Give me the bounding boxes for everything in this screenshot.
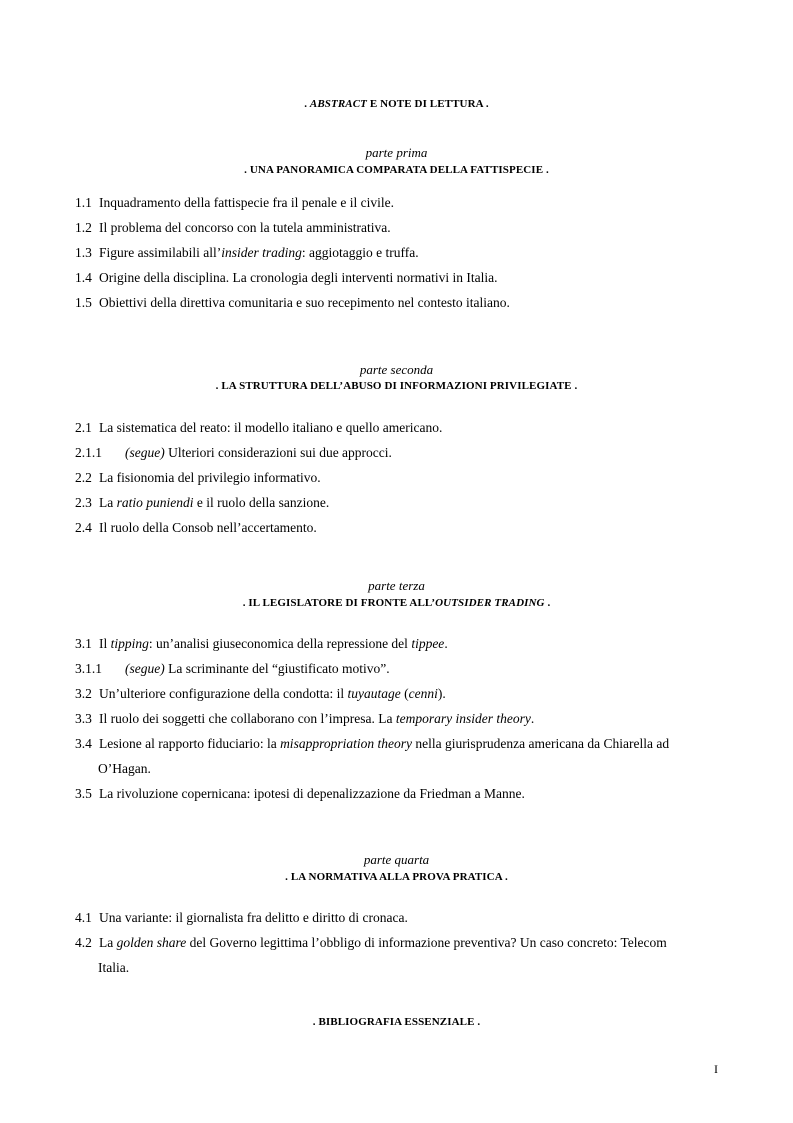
toc-item-4-2-continuation: Italia. bbox=[98, 960, 130, 975]
toc-text-italic: (segue) bbox=[125, 661, 165, 676]
toc-item-2-1-1[interactable] bbox=[75, 445, 392, 461]
toc-text: Figure assimilabili all’ bbox=[99, 245, 222, 260]
toc-item-2-4[interactable] bbox=[75, 520, 317, 536]
toc-num: 3.5 bbox=[75, 786, 92, 801]
toc-text-italic: ratio puniendi bbox=[116, 495, 194, 510]
toc-text: : un’analisi giuseconomica della repressione del bbox=[148, 636, 412, 651]
toc-text: Obiettivi della direttiva comunitaria e suo recepimento nel contesto italiano. bbox=[99, 295, 510, 310]
page-number: I bbox=[714, 1062, 718, 1076]
toc-text: La rivoluzione copernicana: ipotesi di depenalizzazione da Friedman a Manne. bbox=[99, 786, 525, 801]
toc-text: La fisionomia del privilegio informativo. bbox=[99, 470, 321, 485]
toc-text-italic: tuyautage bbox=[347, 686, 401, 701]
toc-text: Il problema del concorso con la tutela amministrativa. bbox=[99, 220, 391, 235]
toc-num: 2.2 bbox=[75, 470, 92, 485]
part4-label: parte quarta bbox=[363, 852, 430, 867]
toc-item-4-2[interactable] bbox=[75, 935, 667, 951]
toc-text-italic: temporary insider theory bbox=[395, 711, 531, 726]
toc-num: 3.3 bbox=[75, 711, 92, 726]
part2-label: parte seconda bbox=[359, 362, 434, 377]
toc-item-2-1[interactable] bbox=[75, 420, 442, 436]
abstract-heading-rest: E NOTE DI LETTURA . bbox=[366, 98, 489, 110]
toc-item-3-4[interactable] bbox=[75, 736, 669, 752]
toc-item-4-1[interactable] bbox=[75, 910, 408, 926]
toc-text: nella giurisprudenza americana da Chiarella ad bbox=[411, 736, 670, 751]
part2-title: . LA STRUTTURA DELL’ABUSO DI INFORMAZIONI PRIVILEGIATE . bbox=[215, 380, 578, 392]
toc-text: del Governo legittima l’obbligo di informazione preventiva? Un caso concreto: Telecom bbox=[186, 935, 667, 950]
toc-num: 1.2 bbox=[75, 220, 92, 235]
toc-num: 2.3 bbox=[75, 495, 92, 510]
toc-text-italic: tippee bbox=[411, 636, 445, 651]
abstract-heading-dot: . bbox=[304, 98, 310, 110]
toc-text: Una variante: il giornalista fra delitto e diritto di cronaca. bbox=[99, 910, 408, 925]
toc-num: 4.1 bbox=[75, 910, 92, 925]
part1-label: parte prima bbox=[365, 145, 428, 160]
part3-title-pre: . IL LEGISLATORE DI FRONTE ALL’ bbox=[242, 597, 436, 609]
toc-item-3-1[interactable] bbox=[75, 636, 448, 652]
toc-text: Il ruolo dei soggetti che collaborano con l’impresa. La bbox=[99, 711, 396, 726]
toc-text: Un’ulteriore configurazione della condotta: il bbox=[99, 686, 348, 701]
toc-item-3-4-continuation: O’Hagan. bbox=[98, 761, 151, 776]
toc-text: La bbox=[99, 935, 117, 950]
toc-text-italic: misappropriation theory bbox=[280, 736, 412, 751]
part3-title-italic: OUTSIDER TRADING bbox=[435, 597, 545, 609]
toc-text-italic: golden share bbox=[116, 935, 187, 950]
abstract-heading bbox=[0, 98, 793, 110]
toc-item-2-3[interactable] bbox=[75, 495, 329, 511]
abstract-heading-italic: ABSTRACT bbox=[309, 98, 367, 110]
toc-num: 1.1 bbox=[75, 195, 92, 210]
toc-text: Inquadramento della fattispecie fra il penale e il civile. bbox=[99, 195, 394, 210]
part3-label: parte terza bbox=[368, 578, 425, 593]
toc-text: e il ruolo della sanzione. bbox=[193, 495, 330, 510]
toc-item-2-2[interactable] bbox=[75, 470, 321, 486]
toc-item-1-4[interactable] bbox=[75, 270, 498, 286]
toc-text: La scriminante del “giustificato motivo”. bbox=[164, 661, 390, 676]
toc-text: ( bbox=[400, 686, 409, 701]
toc-num: 4.2 bbox=[75, 935, 92, 950]
toc-num: 2.1 bbox=[75, 420, 92, 435]
toc-text: La bbox=[99, 495, 117, 510]
toc-num: 3.1.1 bbox=[75, 661, 102, 676]
toc-item-3-3[interactable] bbox=[75, 711, 534, 727]
toc-text: . bbox=[530, 711, 535, 726]
toc-text-italic: cenni bbox=[408, 686, 438, 701]
part1-title: . UNA PANORAMICA COMPARATA DELLA FATTISPECIE . bbox=[244, 164, 549, 176]
toc-item-1-2[interactable] bbox=[75, 220, 391, 236]
toc-num: 2.4 bbox=[75, 520, 92, 535]
toc-text-italic: (segue) bbox=[125, 445, 165, 460]
toc-item-1-3[interactable] bbox=[75, 245, 419, 261]
toc-item-3-1-1[interactable] bbox=[75, 661, 390, 677]
toc-num: 3.2 bbox=[75, 686, 92, 701]
toc-text: : aggiotaggio e truffa. bbox=[301, 245, 419, 260]
toc-text: ). bbox=[437, 686, 446, 701]
toc-item-1-1[interactable] bbox=[75, 195, 394, 211]
part3-title-post: . bbox=[544, 597, 551, 609]
part4-title: . LA NORMATIVA ALLA PROVA PRATICA . bbox=[285, 871, 508, 883]
toc-text: . bbox=[444, 636, 448, 651]
toc-text: Il bbox=[99, 636, 111, 651]
bibliography-heading[interactable]: . BIBLIOGRAFIA ESSENZIALE . bbox=[312, 1016, 481, 1028]
toc-text: Origine della disciplina. La cronologia degli interventi normativi in Italia. bbox=[99, 270, 498, 285]
part3-title bbox=[0, 597, 793, 609]
toc-num: 1.5 bbox=[75, 295, 92, 310]
toc-num: 1.4 bbox=[75, 270, 92, 285]
toc-text: Il ruolo della Consob nell’accertamento. bbox=[99, 520, 317, 535]
toc-num: 3.4 bbox=[75, 736, 92, 751]
toc-num: 3.1 bbox=[75, 636, 92, 651]
toc-item-1-5[interactable] bbox=[75, 295, 510, 311]
toc-item-3-5[interactable] bbox=[75, 786, 525, 802]
toc-text: Ulteriori considerazioni sui due approcci. bbox=[164, 445, 392, 460]
toc-text: La sistematica del reato: il modello italiano e quello americano. bbox=[99, 420, 443, 435]
toc-text-italic: tipping bbox=[110, 636, 149, 651]
toc-text-italic: insider trading bbox=[221, 245, 302, 260]
toc-item-3-2[interactable] bbox=[75, 686, 446, 702]
toc-num: 2.1.1 bbox=[75, 445, 102, 460]
toc-num: 1.3 bbox=[75, 245, 92, 260]
toc-text: Lesione al rapporto fiduciario: la bbox=[99, 736, 281, 751]
